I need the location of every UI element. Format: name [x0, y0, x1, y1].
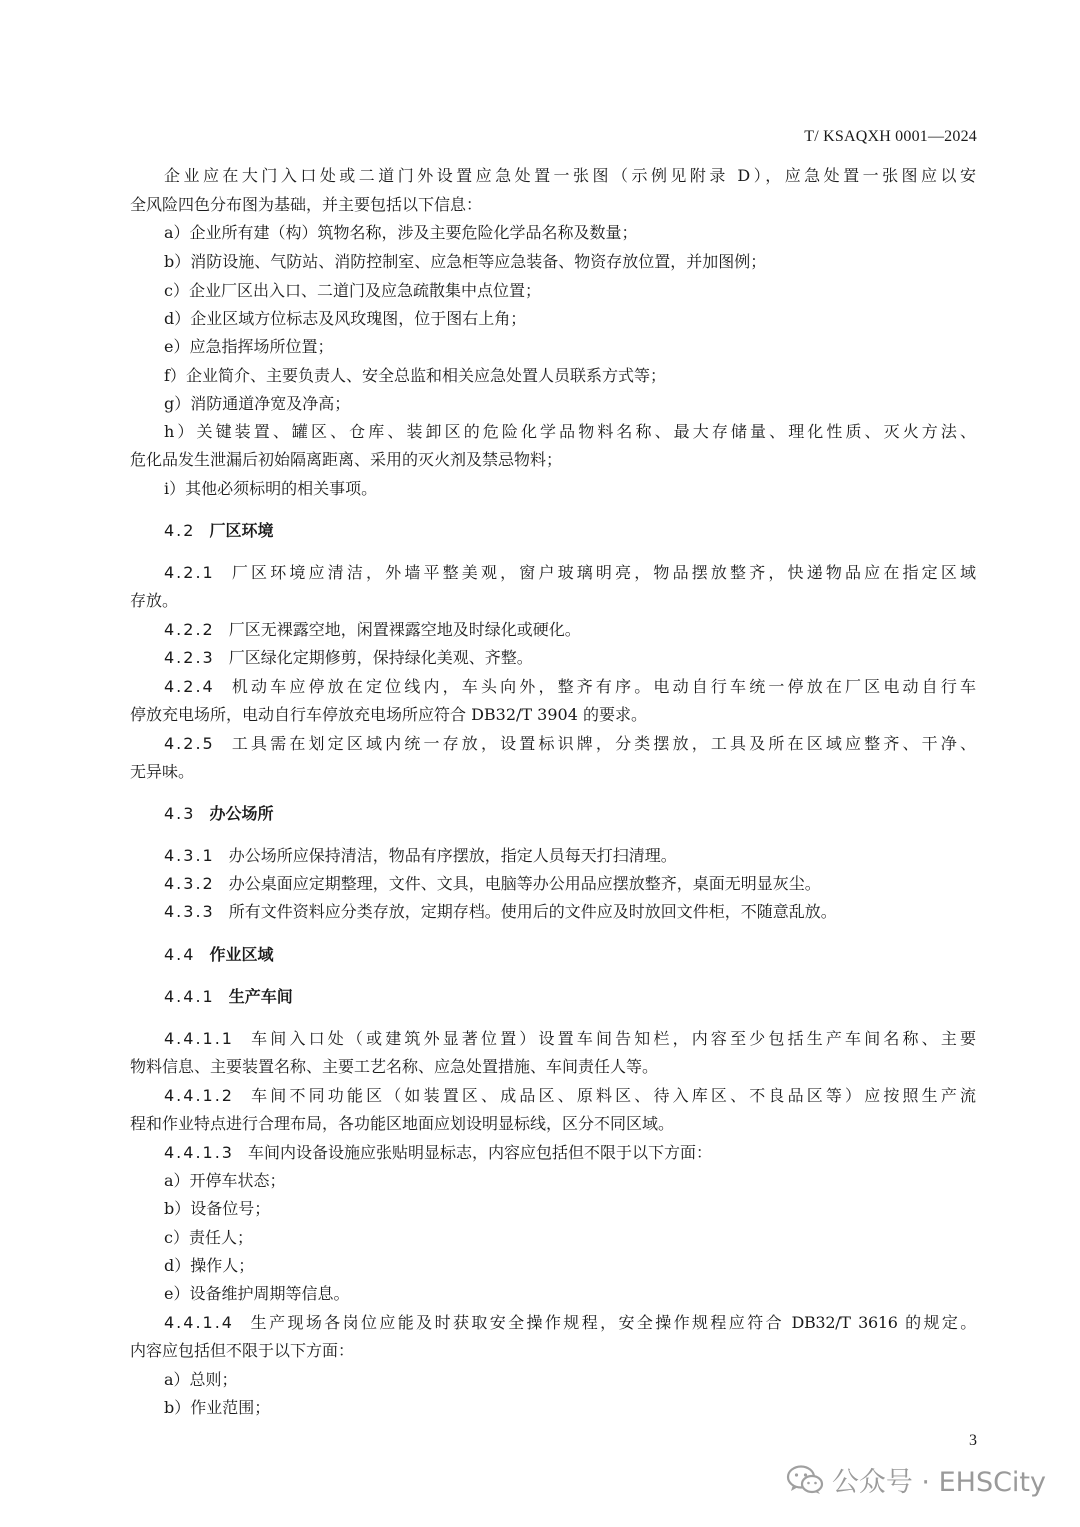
list-item: [0, 337, 1080, 357]
clause-text: 所有文件资料应分类存放，定期存档。使用后的文件应及时放回文件柜，不随意乱放。: [228, 902, 837, 921]
list-item: [0, 309, 1080, 329]
clause-number: 4.4.1.3: [164, 1143, 234, 1162]
list-item: [0, 223, 1080, 243]
clause-4-4-1-3: [0, 1143, 1080, 1163]
list-text: 企业区域方位标志及风玫瑰图，位于图右上角；: [190, 309, 527, 328]
clause-number: 4.4.1.4: [164, 1313, 234, 1332]
clause-4-3-1: [0, 846, 1080, 866]
section-title: 厂区环境: [209, 521, 274, 540]
clause-text: 生产现场各岗位应能及时获取安全操作规程，安全操作规程应符合 DB32/T 3616 的规定。: [247, 1313, 976, 1332]
list-item: [0, 1398, 1080, 1418]
section-title: 办公场所: [209, 804, 274, 823]
clause-number: 4.2.1: [164, 563, 215, 582]
list-text: 作业范围；: [190, 1398, 271, 1417]
list-item: [0, 1256, 1080, 1276]
list-text: 开停车状态；: [189, 1171, 286, 1190]
clause-4-3-2: [0, 874, 1080, 894]
list-item: [0, 1228, 1080, 1248]
section-heading-4-3: [0, 804, 1080, 824]
clause-4-2-3: [0, 648, 1080, 668]
list-item-continuation: 危化品发生泄漏后初始隔离距离、采用的灭火剂及禁忌物料；: [130, 450, 563, 469]
list-item: [0, 422, 1080, 442]
list-marker: b）: [164, 1199, 191, 1218]
watermark-text: 公众号 · EHSCity: [831, 1467, 1046, 1498]
list-marker: i）: [164, 479, 186, 498]
section-heading-4-4: [0, 945, 1080, 965]
clause-number: 4.3.1: [164, 846, 215, 865]
list-marker: d）: [164, 1256, 191, 1275]
list-item: [0, 1284, 1080, 1304]
clause-4-3-3: [0, 902, 1080, 922]
clause-4-4-1-1: [0, 1029, 1080, 1049]
clause-continuation: 无异味。: [130, 762, 195, 781]
list-text: 责任人；: [188, 1228, 253, 1247]
clause-continuation: 物料信息、主要装置名称、主要工艺名称、应急处置措施、车间责任人等。: [130, 1057, 659, 1076]
clause-text: 厂区环境应清洁，外墙平整美观，窗户玻璃明亮，物品摆放整齐，快递物品应在指定区域: [228, 563, 976, 582]
watermark: [786, 1460, 1046, 1499]
list-marker: b）: [164, 1398, 191, 1417]
wechat-icon: [786, 1464, 824, 1496]
clause-number: 4.2.3: [164, 648, 215, 667]
list-marker: d）: [164, 309, 191, 328]
clause-number: 4.3.2: [164, 874, 215, 893]
list-marker: b）: [164, 252, 191, 271]
list-text: 企业厂区出入口、二道门及应急疏散集中点位置；: [188, 281, 541, 300]
list-text: 总则；: [189, 1370, 238, 1389]
section-number: 4.2: [164, 521, 196, 540]
list-text: 消防通道净宽及净高；: [190, 394, 351, 413]
list-item: [0, 394, 1080, 414]
clause-text: 办公场所应保持清洁，物品有序摆放，指定人员每天打扫清理。: [228, 846, 677, 865]
clause-continuation: 停放充电场所，电动自行车停放充电场所应符合 DB32/T 3904 的要求。: [130, 705, 647, 724]
list-text: 设备位号；: [190, 1199, 271, 1218]
clause-text: 厂区无裸露空地，闲置裸露空地及时绿化或硬化。: [228, 620, 581, 639]
list-text: 应急指挥场所位置；: [189, 337, 334, 356]
list-text: 企业所有建（构）筑物名称，涉及主要危险化学品名称及数量；: [189, 223, 638, 242]
list-marker: h）: [164, 422, 197, 441]
list-text: 关键装置、罐区、仓库、装卸区的危险化学品物料名称、最大存储量、理化性质、灭火方法、: [196, 422, 976, 441]
list-item: [0, 366, 1080, 386]
clause-text: 办公桌面应定期整理，文件、文具，电脑等办公用品应摆放整齐，桌面无明显灰尘。: [228, 874, 821, 893]
list-marker: g）: [164, 394, 191, 413]
clause-number: 4.4.1.2: [164, 1086, 234, 1105]
clause-continuation: 程和作业特点进行合理布局，各功能区地面应划设明显标线，区分不同区域。: [130, 1114, 675, 1133]
clause-text: 车间入口处（或建筑外显著位置）设置车间告知栏，内容至少包括生产车间名称、主要: [247, 1029, 976, 1048]
clause-4-2-4: [0, 677, 1080, 697]
list-marker: e）: [164, 1284, 190, 1303]
list-marker: e）: [164, 337, 190, 356]
list-item: [0, 1370, 1080, 1390]
section-number: 4.4.1: [164, 987, 215, 1006]
clause-number: 4.4.1.1: [164, 1029, 234, 1048]
intro-line-1: 企业应在大门入口处或二道门外设置应急处置一张图（示例见附录 D），应急处置一张图应以安: [164, 166, 976, 185]
clause-4-2-2: [0, 620, 1080, 640]
standard-code: T/ KSAQXH 0001—2024: [804, 128, 977, 145]
list-marker: c）: [164, 1228, 189, 1247]
list-marker: a）: [164, 1370, 190, 1389]
list-text: 消防设施、气防站、消防控制室、应急柜等应急装备、物资存放位置，并加图例；: [190, 252, 767, 271]
section-number: 4.4: [164, 945, 196, 964]
clause-4-4-1-2: [0, 1086, 1080, 1106]
list-marker: a）: [164, 223, 190, 242]
list-item: [0, 1171, 1080, 1191]
section-number: 4.3: [164, 804, 196, 823]
clause-number: 4.2.2: [164, 620, 215, 639]
list-marker: c）: [164, 281, 189, 300]
list-marker: a）: [164, 1171, 190, 1190]
clause-number: 4.2.5: [164, 734, 215, 753]
list-text: 其他必须标明的相关事项。: [185, 479, 378, 498]
clause-text: 机动车应停放在定位线内，车头向外，整齐有序。电动自行车统一停放在厂区电动自行车: [228, 677, 976, 696]
clause-text: 工具需在划定区域内统一存放，设置标识牌，分类摆放，工具及所在区域应整齐、干净、: [228, 734, 976, 753]
clause-number: 4.2.4: [164, 677, 215, 696]
section-heading-4-2: [0, 521, 1080, 541]
clause-number: 4.3.3: [164, 902, 215, 921]
clause-4-2-5: [0, 734, 1080, 754]
list-text: 操作人；: [190, 1256, 255, 1275]
list-text: 设备维护周期等信息。: [189, 1284, 350, 1303]
clause-4-2-1: [0, 563, 1080, 583]
list-item: [0, 479, 1080, 499]
list-item: [0, 252, 1080, 272]
list-item: [0, 1199, 1080, 1219]
list-marker: f）: [164, 366, 186, 385]
clause-text: 车间内设备设施应张贴明显标志，内容应包括但不限于以下方面：: [247, 1143, 712, 1162]
page-number: 3: [969, 1432, 977, 1449]
clause-4-4-1-4: [0, 1313, 1080, 1333]
section-title: 作业区域: [209, 945, 274, 964]
intro-line-2: 全风险四色分布图为基础，并主要包括以下信息：: [130, 195, 483, 214]
clause-text: 厂区绿化定期修剪，保持绿化美观、齐整。: [228, 648, 533, 667]
clause-text: 车间不同功能区（如装置区、成品区、原料区、待入库区、不良品区等）应按照生产流: [247, 1086, 976, 1105]
section-title: 生产车间: [228, 987, 293, 1006]
section-heading-4-4-1: [0, 987, 1080, 1007]
clause-continuation: 内容应包括但不限于以下方面：: [130, 1341, 355, 1360]
clause-continuation: 存放。: [130, 591, 179, 610]
list-text: 企业简介、主要负责人、安全总监和相关应急处置人员联系方式等；: [185, 366, 666, 385]
list-item: [0, 281, 1080, 301]
